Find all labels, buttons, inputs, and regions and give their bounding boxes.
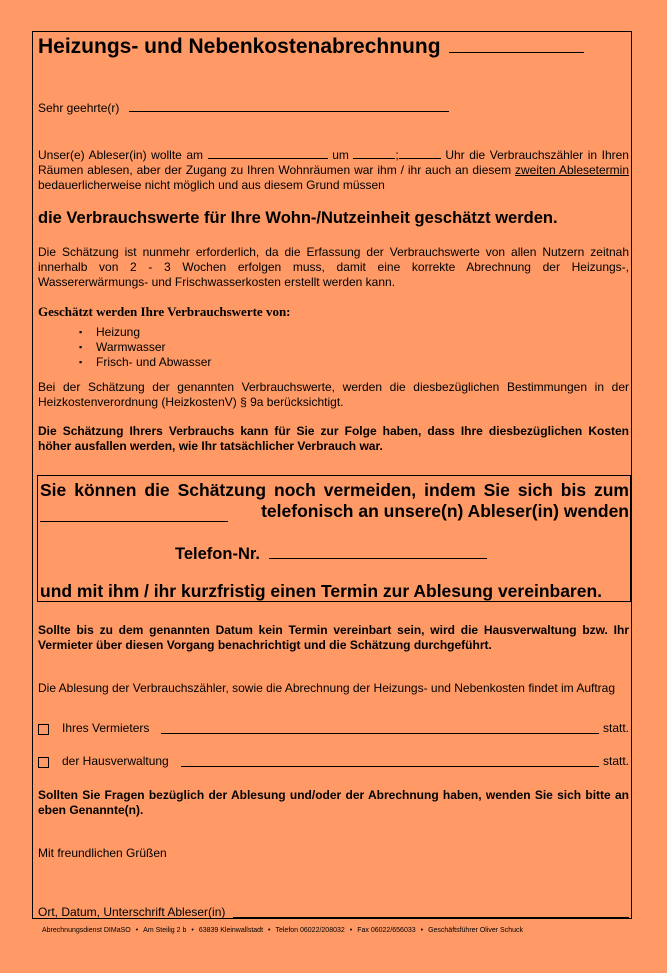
footer-phone: Telefon 06022/208032 (275, 927, 345, 934)
explanation-paragraph: Die Schätzung ist nunmehr erforderlich, da die Erfassung der Verbrauchswerte von allen Nutzern zeitnah innerhalb von 2 - 3 Wochen erfolgen muss, damit eine korrekte Abrechnung der Heizungs-, Wassererwärmungs- und Frischwasserkosten erstellt werden kann. (38, 245, 629, 289)
option-property-management-suffix: statt. (602, 754, 629, 768)
title-blank-line[interactable] (449, 34, 584, 53)
option-landlord-suffix: statt. (602, 721, 629, 735)
date-blank[interactable] (208, 158, 328, 159)
regulation-paragraph: Bei der Schätzung der genannten Verbrauchswerte, werden die diesbezüglichen Bestimmungen in der Heizkostenverordnung (HeizkostenV) § 9a berücksichtigt. (38, 380, 629, 409)
property-management-checkbox[interactable] (38, 757, 49, 768)
intro-text-2: um (332, 148, 349, 162)
option-landlord (62, 721, 629, 736)
box-line-2-text: telefonisch an unsere(n) Ableser(in) wenden (261, 501, 629, 521)
footer-street: Am Steilig 2 b (143, 927, 187, 934)
consequence-paragraph: Die Schätzung Ihrers Verbrauchs kann für Sie zur Folge haben, dass Ihre diesbezüglichen Kosten höher ausfallen werden, wie Ihr tatsächlicher Verbrauch war. (38, 424, 629, 453)
box-line-1: Sie können die Schätzung noch vermeiden, indem Sie sich bis zum (40, 480, 629, 500)
footer: Abrechnungsdienst DIMaSO • Am Steilig 2 b • 63839 Kleinwallstadt • Telefon 06022/208032 • Fax 06022/656033 • Geschäftsführer Oliver Schuck (42, 927, 524, 934)
footer-manager: Geschäftsführer Oliver Schuck (428, 927, 524, 934)
signature-line (38, 905, 629, 920)
footer-company: Abrechnungsdienst DIMaSO (42, 927, 131, 934)
list-item: ▪ Warmwasser (96, 340, 629, 355)
intro-separator: ; (395, 148, 399, 162)
phone-label: Telefon-Nr. (175, 545, 260, 563)
questions-paragraph: Sollten Sie Fragen bezüglich der Ablesung und/oder der Abrechnung haben, wenden Sie sich bitte an eben Genannte(n). (38, 788, 629, 817)
landlord-checkbox[interactable] (38, 724, 49, 735)
document-title (38, 34, 584, 59)
hour-blank[interactable] (353, 158, 395, 159)
intro-text-1: Unser(e) Ableser(in) wollte am (38, 148, 204, 162)
phone-number-blank[interactable] (269, 544, 487, 559)
estimated-list (38, 325, 629, 370)
footer-fax: Fax 06022/656033 (357, 927, 416, 934)
list-item: ▪ Frisch- und Abwasser (96, 355, 629, 370)
minute-blank[interactable] (399, 158, 441, 159)
title-text: Heizungs- und Nebenkostenabrechnung (38, 35, 441, 58)
landlord-name-blank[interactable] (161, 733, 599, 734)
property-management-name-blank[interactable] (181, 766, 599, 767)
second-appointment-text: zweiten Ablesetermin (515, 163, 630, 177)
recipient-name-blank[interactable] (129, 111, 449, 112)
option-property-management-label: der Hausverwaltung (62, 754, 169, 768)
closing-text: Mit freundlichen Grüßen (38, 846, 167, 860)
footer-city: 63839 Kleinwallstadt (198, 927, 264, 934)
commission-paragraph: Die Ablesung der Verbrauchszähler, sowie die Abrechnung der Heizungs- und Nebenkosten findet im Auftrag (38, 681, 616, 695)
intro-text-3: Uhr die Verbrauchszähler in Ihren Räumen ablesen, aber der Zugang zu Ihren Wohnräumen war ihm / ihr auch an diesem (38, 148, 629, 177)
salutation-text: Sehr geehrte(r) (38, 101, 120, 115)
signature-label: Ort, Datum, Unterschrift Ableser(in) (38, 905, 226, 919)
option-landlord-label: Ihres Vermieters (62, 721, 150, 735)
box-line-2 (40, 501, 629, 522)
phone-line (175, 544, 487, 564)
signature-blank[interactable] (233, 917, 629, 918)
intro-text-4: bedauerlicherweise nicht möglich und aus diesem Grund müssen (38, 178, 385, 192)
list-item: ▪ Heizung (96, 325, 629, 340)
deadline-date-blank[interactable] (40, 506, 228, 522)
estimated-heading: Geschätzt werden Ihre Verbrauchswerte von: (38, 304, 291, 319)
intro-paragraph (38, 148, 629, 193)
option-property-management (62, 754, 629, 769)
notice-paragraph: Sollte bis zu dem genannten Datum kein Termin vereinbart sein, wird die Hausverwaltung bzw. Ihr Vermieter über diesen Vorgang benachrichtigt und die Schätzung durchgeführt. (38, 623, 629, 652)
salutation-line (38, 101, 629, 116)
box-line-4: und mit ihm / ihr kurzfristig einen Termin zur Ablesung vereinbaren. (40, 581, 603, 601)
contact-box (37, 475, 631, 602)
headline: die Verbrauchswerte für Ihre Wohn-/Nutzeinheit geschätzt werden. (38, 209, 558, 227)
